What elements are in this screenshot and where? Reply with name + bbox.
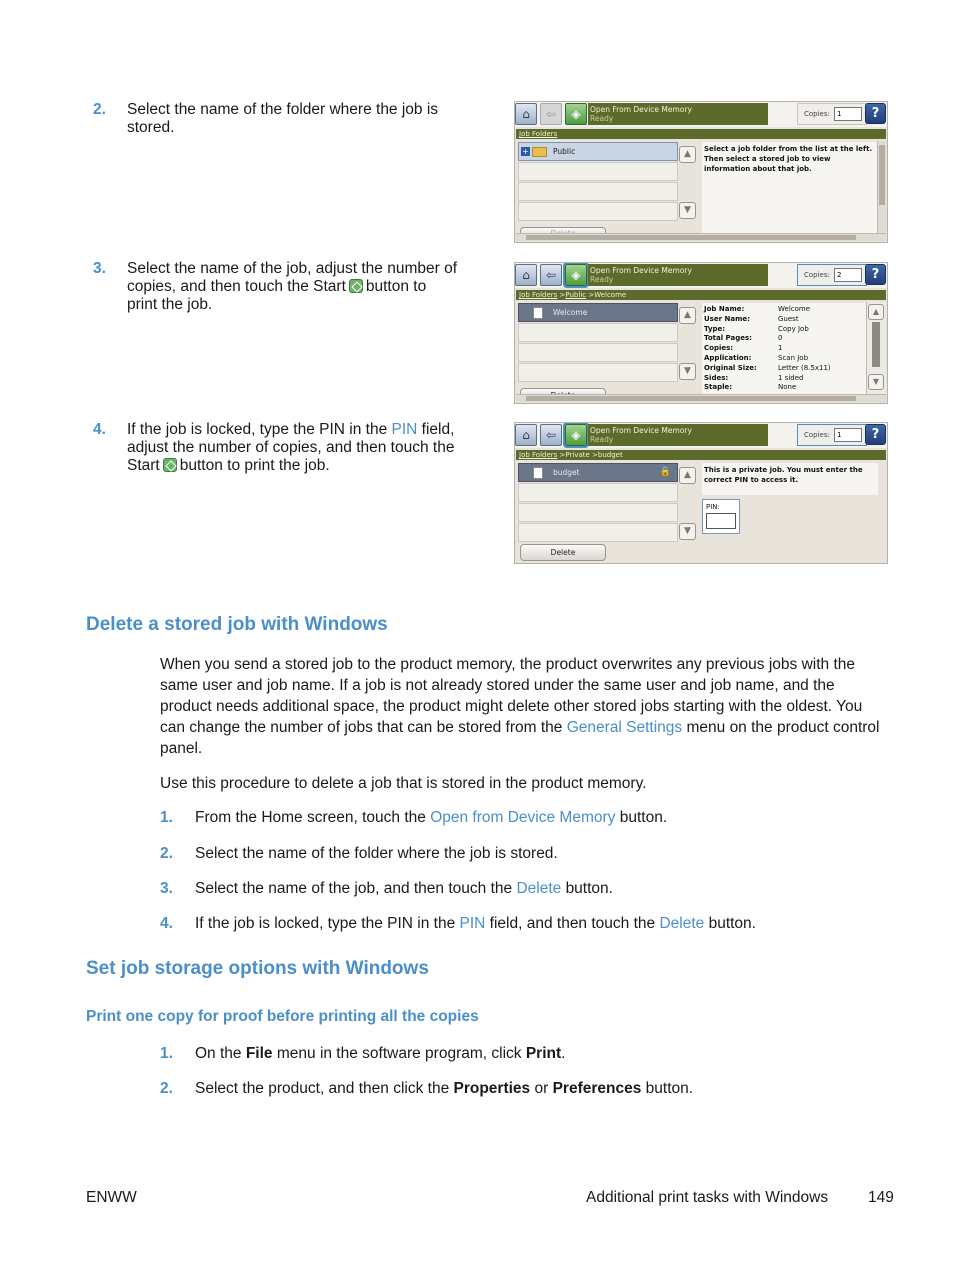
section-heading-delete: Delete a stored job with Windows [86, 614, 388, 635]
scroll-thumb[interactable] [872, 322, 880, 367]
step-number: 1. [160, 809, 173, 826]
control-panel-screenshot-private-job [514, 422, 888, 564]
scroll-up-icon[interactable]: ▲ [679, 146, 696, 163]
home-icon[interactable]: ⌂ [515, 103, 537, 125]
job-info-row [704, 354, 831, 364]
job-info-value: 1 [778, 344, 783, 353]
pin-label: PIN: [706, 503, 720, 511]
pin-link[interactable]: PIN [459, 915, 486, 932]
step-number: 4. [93, 421, 106, 438]
start-icon[interactable]: ◈ [565, 264, 587, 286]
list-scroll [679, 142, 698, 232]
job-info-value: Guest [778, 314, 799, 323]
panel-toolbar [515, 102, 887, 127]
job-info-value: Welcome [778, 305, 811, 313]
list-item[interactable] [518, 523, 678, 542]
status-area [588, 264, 768, 286]
start-icon [163, 458, 177, 472]
list-item: 2. Select the product, and then click the Properties or Preferences button. [160, 1080, 694, 1097]
status-sub: Ready [590, 114, 614, 123]
job-info-value: Scan Job [778, 353, 809, 362]
copies-label: Copies: [804, 431, 830, 439]
list-scroll [679, 463, 698, 553]
scroll-down-icon[interactable]: ▼ [679, 202, 696, 219]
help-icon[interactable]: ? [865, 103, 886, 124]
list-item[interactable] [518, 182, 678, 201]
copies-label: Copies: [804, 110, 830, 118]
job-info-row [704, 374, 831, 384]
job-info-row [704, 344, 831, 354]
step-text: Select the name of the job, adjust the number of copies, and then touch the Start button to print the job. [127, 260, 458, 313]
scroll-down-icon[interactable]: ▼ [679, 363, 696, 380]
list-item-label: Public [553, 147, 576, 156]
list-item[interactable] [518, 363, 678, 382]
start-icon[interactable]: ◈ [565, 103, 587, 125]
step-text: If the job is locked, type the PIN in the PIN field, adjust the number of copies, and then touch the Start button to print the job. [127, 421, 455, 474]
document-icon [533, 467, 543, 479]
job-info-row [704, 325, 831, 335]
status-title: Open From Device Memory [590, 426, 692, 435]
scroll-down-icon[interactable]: ▼ [868, 374, 884, 390]
copies-value[interactable]: 1 [834, 428, 862, 442]
job-info-value: Copy Job [778, 324, 809, 333]
delete-link[interactable]: Delete [659, 915, 705, 932]
job-info-row [704, 334, 831, 344]
back-icon[interactable]: ⇦ [540, 264, 562, 286]
info-message: This is a private job. You must enter the correct PIN to access it. [702, 463, 878, 495]
job-info-key: Staple: [704, 383, 733, 392]
document-icon [533, 307, 543, 319]
panel-toolbar [515, 263, 887, 288]
folder-path: Job Folders >Private >budget [516, 450, 886, 460]
step-number: 3. [93, 260, 106, 277]
step-number: 2. [160, 845, 173, 862]
list-item[interactable] [518, 463, 678, 482]
job-info-key: Original Size: [704, 363, 757, 372]
page-number: 149 [868, 1189, 894, 1206]
step-number: 2. [160, 1080, 173, 1097]
help-icon[interactable]: ? [865, 264, 886, 285]
horizontal-scrollbar[interactable] [516, 233, 886, 241]
general-settings-link[interactable]: General Settings [566, 719, 683, 736]
section-paragraph: When you send a stored job to the product memory, the product overwrites any previous jobs with the same user and job name. If a job is not already stored under the same user and job name, and the product needs additional space, the product might delete other stored jobs starting with the oldest. You can change the number of jobs that can be stored from the General Settings menu on the product control panel. [160, 656, 880, 757]
folder-list [518, 142, 678, 232]
copies-field[interactable] [797, 264, 867, 286]
start-icon[interactable]: ◈ [565, 424, 587, 446]
control-panel-screenshot-job-details [514, 262, 888, 404]
job-info-key: User Name: [704, 314, 750, 323]
job-list [518, 463, 678, 553]
job-info-key: Total Pages: [704, 334, 752, 343]
job-info-value: None [778, 383, 797, 392]
list-item[interactable] [518, 202, 678, 221]
lock-icon: 🔒 [659, 467, 671, 477]
folder-icon [532, 147, 547, 157]
home-icon[interactable]: ⌂ [515, 424, 537, 446]
status-title: Open From Device Memory [590, 266, 692, 275]
scroll-up-icon[interactable]: ▲ [868, 304, 884, 320]
back-icon[interactable]: ⇦ [540, 103, 562, 125]
open-from-device-memory-link[interactable]: Open from Device Memory [430, 809, 616, 826]
job-info-value: 1 sided [778, 373, 804, 382]
folder-path: Job Folders >Public >Welcome [516, 290, 886, 300]
job-info-key: Copies: [704, 344, 734, 353]
folder-path: Job Folders [516, 129, 886, 139]
copies-field[interactable] [797, 424, 867, 446]
list-item: 3. Select the name of the job, and then touch the Delete button. [160, 880, 613, 897]
file-menu-label: File [245, 1045, 273, 1062]
list-item-label: budget [553, 468, 580, 477]
job-info-key: Application: [704, 353, 752, 362]
help-icon[interactable]: ? [865, 424, 886, 445]
footer-left: ENWW [86, 1189, 137, 1206]
job-info-row [704, 364, 831, 374]
list-item[interactable] [518, 343, 678, 362]
delete-link[interactable]: Delete [516, 880, 562, 897]
job-info-key: Sides: [704, 373, 729, 382]
job-info-row [704, 383, 831, 393]
status-area [588, 103, 768, 125]
scroll-up-icon[interactable]: ▲ [679, 467, 696, 484]
step-number: 4. [160, 915, 173, 932]
job-list [518, 303, 678, 393]
list-item[interactable] [518, 483, 678, 502]
list-item-label: Welcome [553, 308, 588, 317]
job-info-row [704, 315, 831, 325]
status-sub: Ready [590, 435, 614, 444]
expand-icon[interactable]: + [522, 147, 529, 156]
step-number: 2. [93, 101, 106, 118]
step-3-job [93, 260, 458, 314]
scroll-down-icon[interactable]: ▼ [679, 523, 696, 540]
footer-chapter: Additional print tasks with Windows [586, 1189, 829, 1206]
list-item: 1. On the File menu in the software program, click Print. [160, 1045, 566, 1062]
back-icon[interactable]: ⇦ [540, 424, 562, 446]
status-title: Open From Device Memory [590, 105, 692, 114]
step-text: Select the name of the folder where the job is stored. [127, 101, 439, 136]
step-number: 3. [160, 880, 173, 897]
pin-input[interactable] [706, 513, 736, 529]
subsection-heading-proof: Print one copy for proof before printing all the copies [86, 1008, 479, 1025]
procedure-intro: Use this procedure to delete a job that is stored in the product memory. [160, 775, 647, 792]
horizontal-scrollbar[interactable] [516, 394, 886, 402]
start-icon [349, 279, 363, 293]
copies-value[interactable]: 2 [834, 268, 862, 282]
delete-button[interactable]: Delete [520, 544, 606, 561]
job-info-table [704, 305, 831, 393]
info-message: Select a job folder from the list at the left. Then select a stored job to view information about that job. [702, 142, 878, 237]
copies-value[interactable]: 1 [834, 107, 862, 121]
job-info [702, 303, 866, 398]
list-item: 1. From the Home screen, touch the Open from Device Memory button. [160, 809, 668, 826]
job-info-key: Job Name: [704, 305, 745, 313]
vertical-scrollbar[interactable] [877, 141, 886, 233]
step-2-folder [93, 101, 458, 137]
pin-link[interactable]: PIN [391, 421, 418, 438]
vertical-scrollbar[interactable] [866, 302, 886, 394]
list-item: 4. If the job is locked, type the PIN in the PIN field, and then touch the Delete button. [160, 915, 756, 932]
list-item[interactable] [518, 323, 678, 342]
job-info-value: Letter (8.5x11) [778, 363, 831, 372]
status-sub: Ready [590, 275, 614, 284]
properties-button-label: Properties [453, 1080, 531, 1097]
list-scroll [679, 303, 698, 393]
list-item[interactable] [518, 503, 678, 522]
copies-label: Copies: [804, 271, 830, 279]
list-item[interactable] [518, 303, 678, 322]
home-icon[interactable]: ⌂ [515, 264, 537, 286]
step-4-pin [93, 421, 458, 475]
copies-field[interactable] [797, 103, 867, 125]
job-info-row [704, 305, 831, 315]
scroll-up-icon[interactable]: ▲ [679, 307, 696, 324]
list-item[interactable] [518, 162, 678, 181]
panel-toolbar [515, 423, 887, 448]
pin-field[interactable] [702, 499, 740, 534]
print-command-label: Print [525, 1045, 562, 1062]
job-info-value: 0 [778, 334, 783, 343]
status-area [588, 424, 768, 446]
step-number: 1. [160, 1045, 173, 1062]
list-item[interactable] [518, 142, 678, 161]
control-panel-screenshot-job-folders [514, 101, 888, 243]
job-info-key: Type: [704, 324, 726, 333]
section-heading-storage-options: Set job storage options with Windows [86, 958, 429, 979]
list-item: 2. Select the name of the folder where the job is stored. [160, 845, 558, 862]
preferences-button-label: Preferences [552, 1080, 642, 1097]
